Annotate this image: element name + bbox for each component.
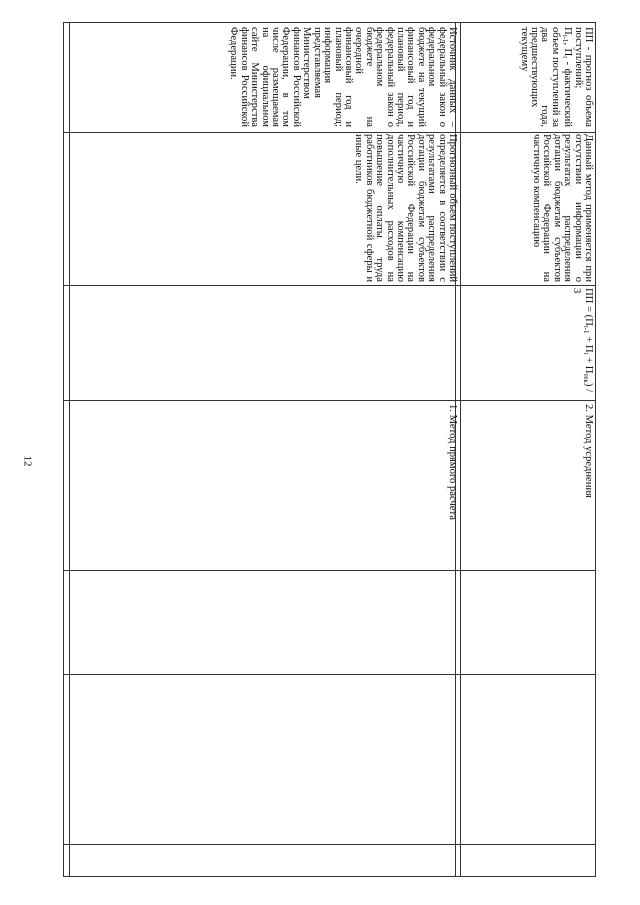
table-col-divider — [63, 285, 596, 286]
table-col-divider — [63, 570, 596, 571]
table-border-bottom — [63, 876, 596, 877]
row1-source: Источник данных – федеральный закон о федеральном бюджете на текущий финансовый год и плановый период, федеральный закон о федеральном бюджете на очередной финансовый год и плановый период; информация представляемая Министерством финансов Российской Федерации, в том числе размещаемая на официальном сайте Министерства финансов Российской Федерации. — [228, 27, 458, 127]
table-border-top — [63, 22, 596, 23]
table-col-divider — [63, 674, 596, 675]
table-border-right — [595, 22, 596, 877]
table-row-divider — [460, 22, 461, 877]
row1-description: Прогнозный объем поступлений определяется в соответствии с результатами распределения дотации бюджетам субъектов Российской Федерации на частичную компенсацию дополнительных расходов на повышение оплаты труда работников бюджетной сферы и иные цели. — [353, 134, 458, 282]
row2-method: 2. Метод усреднения — [583, 404, 594, 498]
rotated-table — [63, 22, 596, 877]
row2-source-line1: ПП - прогноз объема поступлений; — [572, 27, 594, 127]
page-number: 12 — [21, 455, 34, 467]
row2-formula: ПП = $(П_{t-1} + П_t + П_{тек}) / 3$ — [570, 288, 594, 393]
table-col-divider — [63, 844, 596, 845]
table-row-divider — [69, 22, 70, 877]
row1-method: 1. Метод прямого расчета — [447, 404, 458, 520]
row2-description: Данный метод применяется при отсутствии информации о результатах распределения дотации бюджетам субъектов Российской Федерации на частичную компенсацию — [530, 134, 594, 282]
row2-source — [518, 27, 593, 127]
table-col-divider — [63, 400, 596, 401]
row2-source-line2: $П_{t-1}$, $П_t$ - фактический объем поступлений за два года, предшествующих текущему — [518, 27, 574, 127]
table-border-left — [63, 22, 64, 877]
table-col-divider — [63, 132, 596, 133]
